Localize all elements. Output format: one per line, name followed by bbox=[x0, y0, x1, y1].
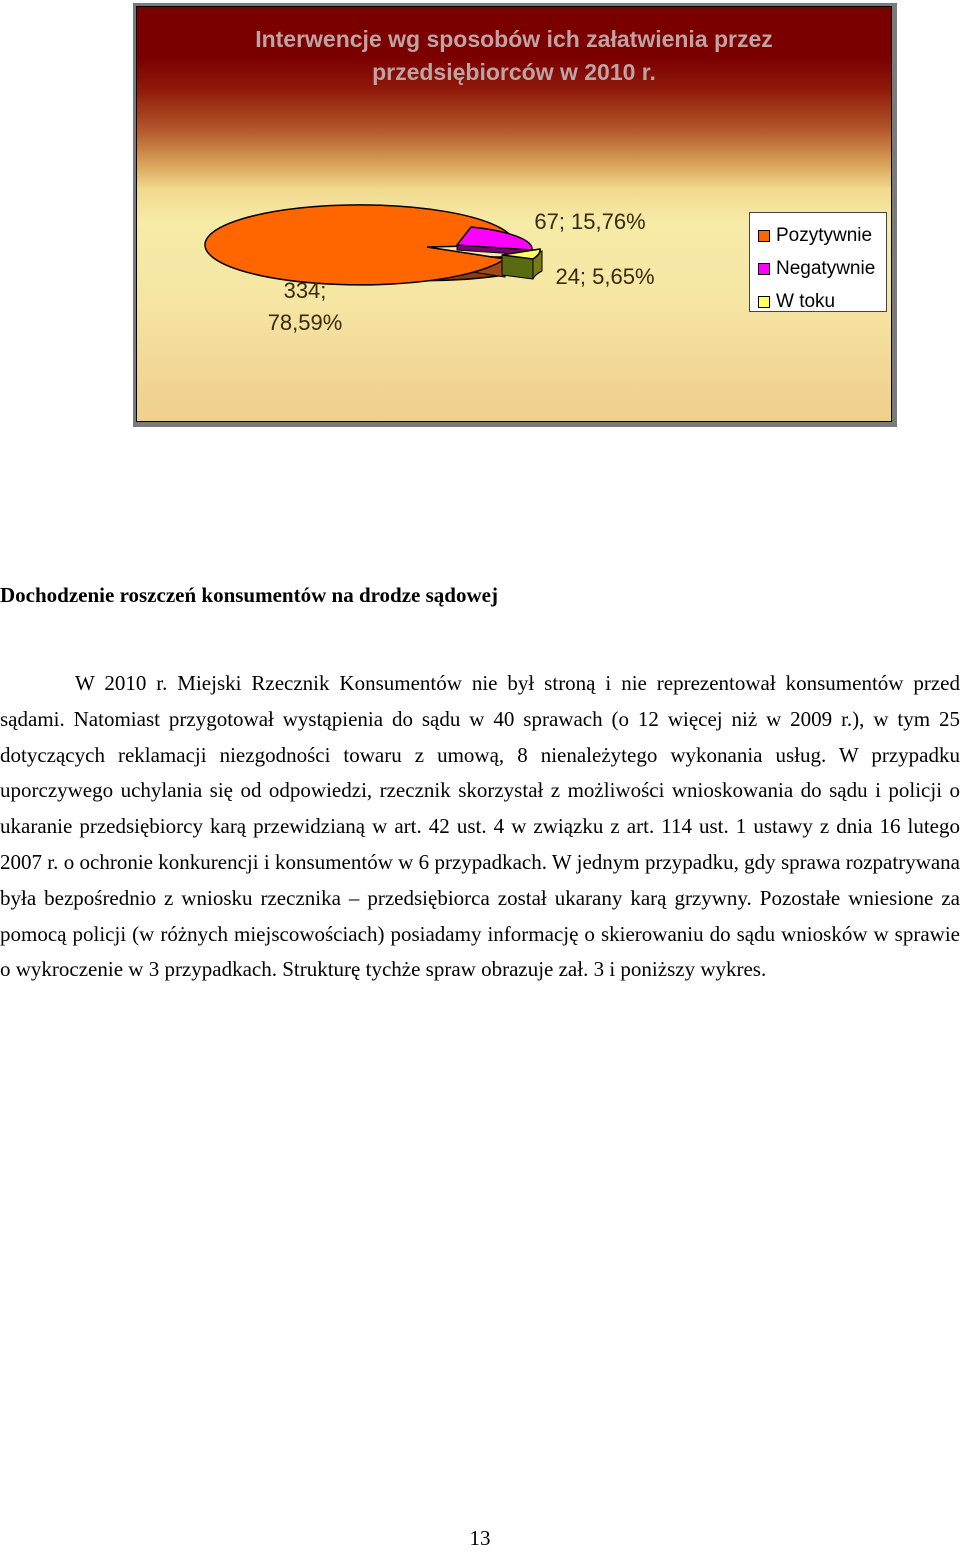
slice-negatywnie bbox=[457, 227, 532, 255]
page-number: 13 bbox=[469, 1526, 491, 1550]
body-text bbox=[0, 666, 960, 988]
legend-item-negatywnie bbox=[758, 257, 875, 281]
chart-title: Interwencje wg sposobów ich załatwienia przez przedsiębiorców w 2010 r. bbox=[255, 26, 773, 85]
legend-label-pozytywnie: Pozytywnie bbox=[776, 225, 873, 246]
data-label-w-toku: 24; 5,65% bbox=[555, 264, 655, 289]
legend-swatch-w-toku bbox=[758, 296, 770, 308]
legend-swatch-negatywnie bbox=[758, 263, 770, 275]
legend-swatch-pozytywnie bbox=[758, 230, 770, 242]
legend-label-negatywnie: Negatywnie bbox=[776, 258, 876, 279]
chart-legend bbox=[749, 212, 887, 312]
data-label-pozytywnie-count: 334; bbox=[283, 278, 327, 303]
chart-frame bbox=[133, 3, 897, 427]
body-paragraph: W 2010 r. Miejski Rzecznik Konsumentów nie był stroną i nie reprezentował konsumentów przed sądami. Natomiast przygotował wystąpienia do sądu w 40 sprawach (o 12 więcej niż w 2009 r.), w tym 25 dotyczących reklamacji niezgodności towaru z umową, 8 nienależytego wykonania usług. W przypadku uporczywego uchylania się od odpowiedzi, rzecznik skorzystał z możliwości wnioskowania do sądu i policji o ukaranie przedsiębiorcy karą przewidzianą w art. 42 ust. 4 w związku z art. 114 ust. 1 ustawy z dnia 16 lutego 2007 r. o ochronie konkurencji i konsumentów w 6 przypadkach. W jednym przypadku, gdy sprawa rozpatrywana była bezpośrednio z wniosku rzecznika – przedsiębiorca został ukarany karą grzywny. Pozostałe wniesione za pomocą policji (w różnych miejscowościach) posiadamy informację o skierowaniu do sądu wniosków w sprawie o wykroczenie w 3 przypadkach. Strukturę tychże spraw obrazuje zał. 3 i poniższy wykres. bbox=[0, 671, 960, 982]
section-heading: Dochodzenie roszczeń konsumentów na drodze sądowej bbox=[0, 583, 498, 607]
slice-w-toku bbox=[502, 249, 542, 279]
legend-item-w-toku bbox=[758, 290, 835, 314]
legend-item-pozytywnie bbox=[758, 224, 872, 248]
pie-chart bbox=[136, 6, 892, 422]
legend-label-w-toku: W toku bbox=[776, 291, 836, 312]
data-label-pozytywnie-percent: 78,59% bbox=[267, 310, 343, 335]
data-label-negatywnie: 67; 15,76% bbox=[534, 209, 646, 234]
